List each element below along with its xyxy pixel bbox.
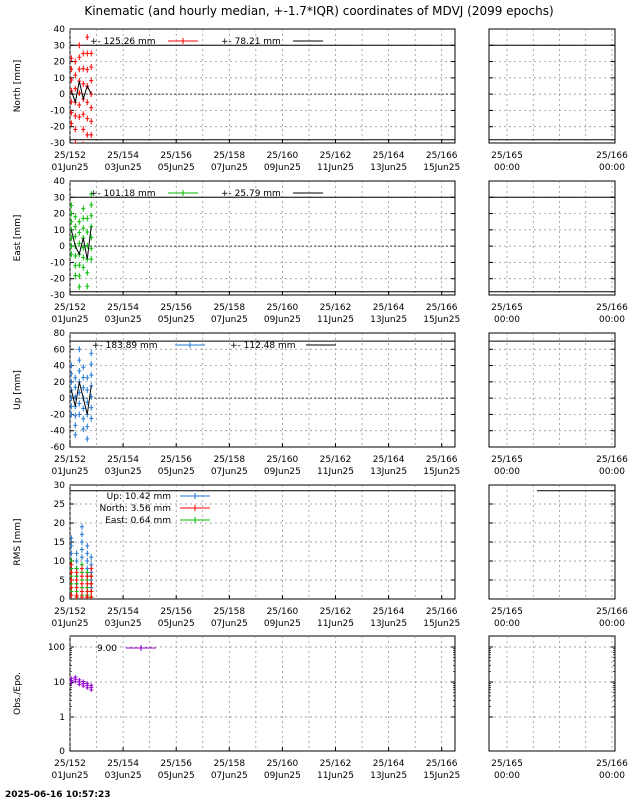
ytick-label: 5 <box>59 576 65 586</box>
xtick-label: 05Jun25 <box>157 619 195 629</box>
data-marks <box>69 34 93 147</box>
ytick-label: 0 <box>59 242 65 253</box>
ytick-label: 0 <box>59 747 65 757</box>
xtick-label: 00:00 <box>599 771 625 781</box>
xtick-label: 25/152 <box>54 759 86 769</box>
xtick-label: 25/162 <box>319 303 352 313</box>
xtick-label: 07Jun25 <box>210 315 248 325</box>
xtick-label: 00:00 <box>494 163 520 173</box>
ytick-label: 15 <box>53 538 65 548</box>
ytick-label: 40 <box>53 25 65 35</box>
xtick-label: 15Jun25 <box>423 619 461 629</box>
zoom-frame <box>489 333 615 447</box>
ytick-label: 40 <box>53 177 65 187</box>
xtick-label: 25/165 <box>491 303 523 313</box>
xtick-label: 25/165 <box>491 607 523 617</box>
xtick-label: 11Jun25 <box>317 619 355 629</box>
panel-up <box>13 329 628 477</box>
xtick-label: 25/154 <box>107 303 139 313</box>
ytick-label: 10 <box>53 678 65 688</box>
xtick-label: 09Jun25 <box>263 619 301 629</box>
xtick-label: 25/166 <box>425 759 458 769</box>
ytick-label: 100 <box>47 643 65 653</box>
main-frame <box>70 636 455 751</box>
xtick-label: 25/160 <box>266 759 299 769</box>
xtick-label: 25/166 <box>425 303 458 313</box>
xtick-label: 00:00 <box>599 315 625 325</box>
xtick-label: 15Jun25 <box>423 467 461 477</box>
xtick-label: 00:00 <box>494 467 520 477</box>
ytick-label: -10 <box>50 258 65 269</box>
xtick-label: 25/166 <box>425 151 458 161</box>
ytick-label: 1 <box>59 713 65 723</box>
legend-label: East: 0.64 mm <box>105 516 171 526</box>
xtick-label: 00:00 <box>494 619 520 629</box>
ytick-label: 25 <box>53 500 65 510</box>
xtick-label: 01Jun25 <box>51 619 89 629</box>
panel-obs <box>13 636 628 781</box>
xtick-label: 01Jun25 <box>51 467 89 477</box>
xtick-label: 05Jun25 <box>157 315 195 325</box>
legend-label: Up: 10.42 mm <box>106 492 171 502</box>
zoom-frame <box>489 485 615 599</box>
ytick-label: -20 <box>50 274 65 285</box>
xtick-label: 09Jun25 <box>263 467 301 477</box>
ytick-label: -20 <box>50 410 65 421</box>
xtick-label: 09Jun25 <box>263 771 301 781</box>
xtick-label: 25/154 <box>107 151 139 161</box>
xtick-label: 01Jun25 <box>51 315 89 325</box>
xtick-label: 25/162 <box>319 759 352 769</box>
xtick-label: 09Jun25 <box>263 315 301 325</box>
panel-rms <box>13 481 628 629</box>
xtick-label: 11Jun25 <box>317 771 355 781</box>
y-axis-label: East [mm] <box>13 214 23 262</box>
chart-title: Kinematic (and hourly median, +-1.7*IQR) coordinates of MDVJ (2099 epochs) <box>84 4 554 18</box>
zoom-frame <box>489 181 615 295</box>
legend-label: +- 25.79 mm <box>221 189 281 199</box>
xtick-label: 25/165 <box>491 151 523 161</box>
xtick-label: 25/158 <box>213 303 246 313</box>
ytick-label: 30 <box>53 481 65 491</box>
xtick-label: 25/166 <box>596 455 628 465</box>
xtick-label: 00:00 <box>494 315 520 325</box>
ytick-label: -30 <box>50 139 65 149</box>
xtick-label: 25/156 <box>160 151 193 161</box>
timestamp: 2025-06-16 10:57:23 <box>5 790 111 800</box>
zoom-frame <box>489 29 615 143</box>
xtick-label: 25/160 <box>266 151 299 161</box>
ytick-label: 0 <box>59 595 65 605</box>
ytick-label: 10 <box>53 225 65 236</box>
xtick-label: 25/165 <box>491 759 523 769</box>
xtick-label: 15Jun25 <box>423 163 461 173</box>
xtick-label: 25/164 <box>372 607 405 617</box>
ytick-label: 10 <box>53 73 65 84</box>
ytick-label: 30 <box>53 193 65 204</box>
xtick-label: 07Jun25 <box>210 771 248 781</box>
xtick-label: 07Jun25 <box>210 619 248 629</box>
xtick-label: 25/154 <box>107 455 139 465</box>
xtick-label: 25/164 <box>372 303 405 313</box>
ytick-label: 20 <box>53 377 65 388</box>
ytick-label: 30 <box>53 41 65 52</box>
ytick-label: 10 <box>53 557 65 567</box>
xtick-label: 25/166 <box>596 759 628 769</box>
legend-label: +- 78.21 mm <box>221 37 281 47</box>
xtick-label: 25/160 <box>266 607 299 617</box>
xtick-label: 25/152 <box>54 151 86 161</box>
xtick-label: 25/166 <box>596 607 628 617</box>
ytick-label: 60 <box>53 345 65 356</box>
xtick-label: 03Jun25 <box>104 163 142 173</box>
xtick-label: 11Jun25 <box>317 315 355 325</box>
data-marks <box>69 346 93 454</box>
legend-label: North: 3.56 mm <box>99 504 171 514</box>
xtick-label: 25/156 <box>160 607 193 617</box>
xtick-label: 25/166 <box>425 455 458 465</box>
xtick-label: 25/160 <box>266 455 299 465</box>
xtick-label: 01Jun25 <box>51 771 89 781</box>
y-axis-label: RMS [mm] <box>13 518 23 566</box>
xtick-label: 00:00 <box>599 467 625 477</box>
xtick-label: 25/156 <box>160 759 193 769</box>
xtick-label: 13Jun25 <box>370 315 408 325</box>
ytick-label: -40 <box>50 426 65 437</box>
ytick-label: -10 <box>50 106 65 117</box>
xtick-label: 25/158 <box>213 607 246 617</box>
xtick-label: 25/166 <box>596 151 628 161</box>
xtick-label: 07Jun25 <box>210 163 248 173</box>
xtick-label: 25/152 <box>54 303 86 313</box>
xtick-label: 25/160 <box>266 303 299 313</box>
ytick-label: 40 <box>53 361 65 372</box>
xtick-label: 05Jun25 <box>157 163 195 173</box>
ytick-label: 20 <box>53 519 65 529</box>
xtick-label: 11Jun25 <box>317 467 355 477</box>
xtick-label: 00:00 <box>599 619 625 629</box>
xtick-label: 25/152 <box>54 607 86 617</box>
y-axis-label: Up [mm] <box>13 370 23 410</box>
xtick-label: 03Jun25 <box>104 771 142 781</box>
legend-label: +- 101.18 mm <box>90 189 156 199</box>
xtick-label: 15Jun25 <box>423 771 461 781</box>
xtick-label: 25/152 <box>54 455 86 465</box>
xtick-label: 25/156 <box>160 303 193 313</box>
ytick-label: 20 <box>53 57 65 68</box>
legend-label: 9.00 <box>96 644 117 654</box>
xtick-label: 25/154 <box>107 759 139 769</box>
panel-east <box>13 177 628 325</box>
zoom-frame <box>489 636 615 751</box>
xtick-label: 25/164 <box>372 759 405 769</box>
xtick-label: 13Jun25 <box>370 771 408 781</box>
xtick-label: 25/164 <box>372 151 405 161</box>
xtick-label: 13Jun25 <box>370 163 408 173</box>
ytick-label: -20 <box>50 122 65 133</box>
xtick-label: 15Jun25 <box>423 315 461 325</box>
xtick-label: 00:00 <box>599 163 625 173</box>
ytick-label: 80 <box>53 329 65 339</box>
xtick-label: 25/162 <box>319 455 352 465</box>
ytick-label: 20 <box>53 209 65 220</box>
legend-label: +- 125.26 mm <box>90 37 156 47</box>
ytick-label: -30 <box>50 291 65 301</box>
xtick-label: 01Jun25 <box>51 163 89 173</box>
legend-label: +- 183.89 mm <box>92 341 158 351</box>
xtick-label: 00:00 <box>494 771 520 781</box>
y-axis-label: Obs./Epo. <box>13 672 23 715</box>
xtick-label: 13Jun25 <box>370 467 408 477</box>
xtick-label: 05Jun25 <box>157 467 195 477</box>
xtick-label: 25/165 <box>491 455 523 465</box>
xtick-label: 25/158 <box>213 455 246 465</box>
xtick-label: 25/166 <box>596 303 628 313</box>
main-frame <box>70 485 455 599</box>
ytick-label: 0 <box>59 90 65 101</box>
xtick-label: 03Jun25 <box>104 315 142 325</box>
xtick-label: 25/156 <box>160 455 193 465</box>
xtick-label: 25/166 <box>425 607 458 617</box>
xtick-label: 03Jun25 <box>104 467 142 477</box>
data-marks <box>69 524 93 600</box>
xtick-label: 03Jun25 <box>104 619 142 629</box>
y-axis-label: North [mm] <box>13 59 23 113</box>
xtick-label: 25/162 <box>319 607 352 617</box>
xtick-label: 25/162 <box>319 151 352 161</box>
panel-north <box>13 25 628 173</box>
xtick-label: 07Jun25 <box>210 467 248 477</box>
xtick-label: 25/158 <box>213 759 246 769</box>
ytick-label: 0 <box>59 394 65 405</box>
data-marks <box>69 191 93 303</box>
legend-label: +- 112.48 mm <box>230 341 296 351</box>
xtick-label: 25/164 <box>372 455 405 465</box>
xtick-label: 05Jun25 <box>157 771 195 781</box>
xtick-label: 09Jun25 <box>263 163 301 173</box>
xtick-label: 25/158 <box>213 151 246 161</box>
xtick-label: 11Jun25 <box>317 163 355 173</box>
data-marks <box>69 675 93 692</box>
xtick-label: 25/154 <box>107 607 139 617</box>
ytick-label: -60 <box>50 443 65 453</box>
xtick-label: 13Jun25 <box>370 619 408 629</box>
